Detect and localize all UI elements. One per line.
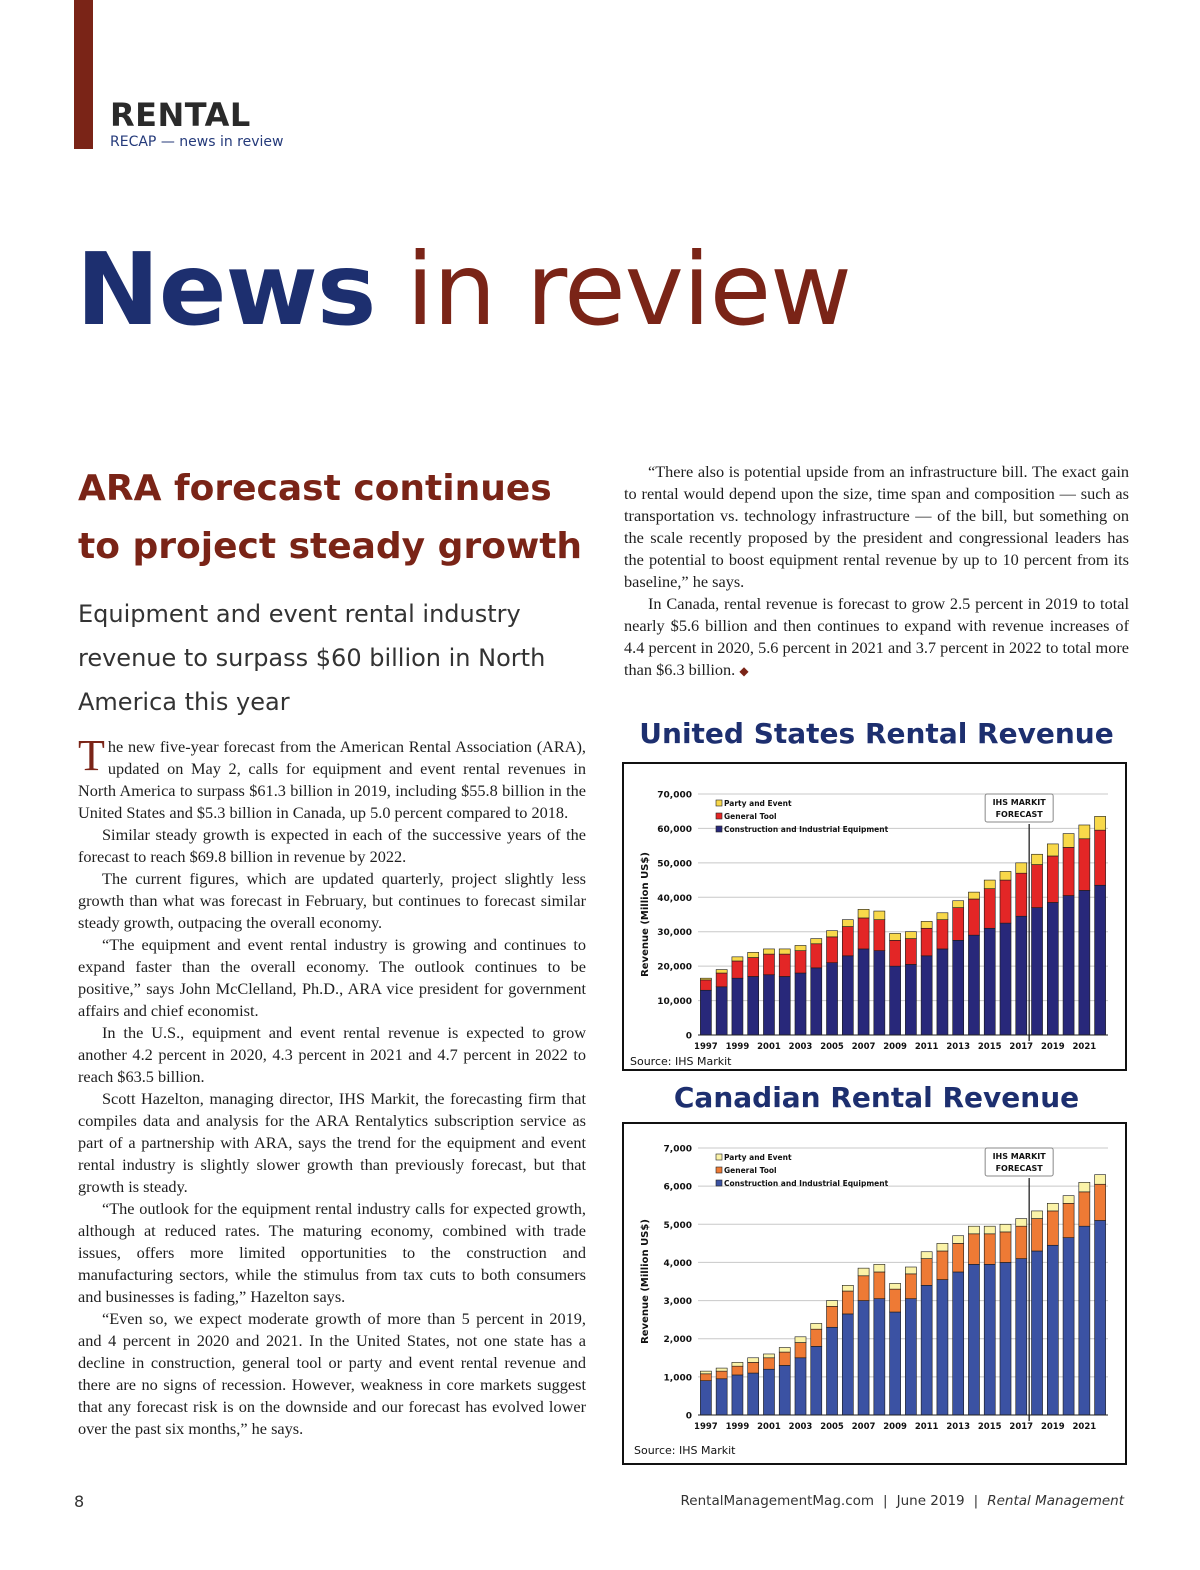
x-tick-label: 2013 — [946, 1422, 971, 1432]
bar-segment — [874, 1272, 885, 1299]
bar-segment — [1063, 1238, 1074, 1415]
x-tick-label: 1999 — [725, 1422, 750, 1432]
bar-segment — [842, 920, 853, 927]
bar-segment — [984, 1234, 995, 1265]
bar-segment — [1079, 825, 1090, 839]
bar-segment — [874, 920, 885, 951]
x-tick-label: 2007 — [851, 1042, 876, 1052]
article-paragraph: “Even so, we expect moderate growth of more than 5 percent in 2019, and 4 percent in 2020 and 2021. In the United States, not one state has a decline in construction, general tool or party and event rental revenue and there are no signs of recession. However, weakness in core markets suggest that any forecast risk is on the downside and our forecast has evolved lower over the past six months,” he says. — [78, 1309, 586, 1438]
bar-segment — [937, 1243, 948, 1251]
bar-segment — [763, 949, 774, 954]
bar-segment — [763, 1354, 774, 1358]
bar-segment — [716, 970, 727, 973]
bar-segment — [890, 1283, 901, 1289]
bar-segment — [732, 978, 743, 1035]
x-tick-label: 2011 — [914, 1422, 939, 1432]
x-tick-label: 2019 — [1040, 1422, 1065, 1432]
bar-segment — [748, 976, 759, 1035]
x-tick-label: 2003 — [788, 1422, 813, 1432]
bar-segment — [1063, 1196, 1074, 1204]
bar-segment — [921, 921, 932, 928]
bar-segment — [874, 1264, 885, 1272]
bar-segment — [842, 927, 853, 956]
bar-segment — [905, 1267, 916, 1274]
bar-segment — [1095, 816, 1106, 830]
legend-label: Party and Event — [724, 1153, 792, 1162]
bar-segment — [1063, 847, 1074, 895]
x-tick-label: 2001 — [757, 1422, 781, 1432]
bar-segment — [937, 949, 948, 1035]
bar-segment — [874, 951, 885, 1035]
y-tick-label: 20,000 — [657, 962, 692, 973]
y-tick-label: 0 — [685, 1411, 692, 1422]
y-tick-label: 60,000 — [657, 824, 692, 835]
y-tick-label: 50,000 — [657, 859, 692, 870]
bar-segment — [795, 1343, 806, 1358]
bar-segment — [1063, 896, 1074, 1035]
bar-segment — [811, 968, 822, 1035]
legend-swatch — [716, 1167, 722, 1173]
bar-segment — [1000, 1232, 1011, 1263]
bar-segment — [1095, 1175, 1106, 1185]
bar-segment — [716, 973, 727, 987]
bar-segment — [811, 939, 822, 944]
bar-segment — [1032, 1219, 1043, 1251]
bar-segment — [905, 964, 916, 1035]
chart-canada-svg — [624, 1124, 1125, 1463]
bar-segment — [1079, 890, 1090, 1035]
bar-segment — [795, 951, 806, 973]
bar-segment — [716, 1371, 727, 1379]
bar-segment — [921, 956, 932, 1035]
bar-segment — [748, 958, 759, 977]
y-axis-label: Revenue (Million US$) — [640, 852, 651, 977]
bar-segment — [858, 909, 869, 918]
bar-segment — [921, 1285, 932, 1415]
bar-segment — [811, 944, 822, 968]
article-column-left — [78, 731, 586, 1440]
bar-segment — [763, 1358, 774, 1369]
x-tick-label: 2019 — [1040, 1042, 1065, 1052]
x-tick-label: 1997 — [694, 1422, 718, 1432]
footer-publication: Rental Management — [987, 1493, 1124, 1509]
chart-canada-rental-revenue — [622, 1122, 1127, 1465]
x-tick-label: 2017 — [1009, 1422, 1034, 1432]
bar-segment — [842, 1314, 853, 1415]
bar-segment — [827, 1301, 838, 1307]
article-paragraph: “The equipment and event rental industry is growing and continues to expand faster than the overall economy. The outlook continues to be positive,” says John McClelland, Ph.D., ARA vice president for government affairs and chief economist. — [78, 935, 586, 1020]
bar-segment — [984, 880, 995, 889]
bar-segment — [1016, 863, 1027, 873]
bar-segment — [953, 908, 964, 941]
bar-segment — [1000, 1262, 1011, 1415]
y-tick-label: 10,000 — [657, 997, 692, 1008]
bar-segment — [858, 949, 869, 1035]
bar-segment — [1095, 830, 1106, 885]
legend-swatch — [716, 800, 722, 806]
y-tick-label: 7,000 — [663, 1144, 692, 1155]
bar-segment — [968, 1226, 979, 1234]
end-mark-icon: ◆ — [739, 664, 749, 678]
bar-segment — [953, 1236, 964, 1244]
section-title: RENTAL — [110, 96, 251, 134]
bar-segment — [890, 1289, 901, 1312]
x-tick-label: 2013 — [946, 1042, 971, 1052]
bar-segment — [748, 952, 759, 957]
bar-segment — [905, 932, 916, 939]
bar-segment — [905, 939, 916, 965]
article-headline: ARA forecast continues to project steady growth — [78, 468, 583, 567]
x-tick-label: 1999 — [725, 1042, 750, 1052]
bar-segment — [1063, 834, 1074, 848]
bar-segment — [984, 928, 995, 1035]
bar-segment — [716, 987, 727, 1035]
bar-segment — [748, 1358, 759, 1363]
y-tick-label: 0 — [685, 1031, 692, 1042]
legend-swatch — [716, 1154, 722, 1160]
chart-source: Source: IHS Markit — [630, 1055, 732, 1068]
chart-source: Source: IHS Markit — [634, 1444, 736, 1457]
bar-segment — [795, 945, 806, 950]
bar-segment — [968, 1264, 979, 1415]
bar-segment — [700, 1371, 711, 1374]
legend-swatch — [716, 826, 722, 832]
bar-segment — [953, 901, 964, 908]
bar-segment — [779, 1347, 790, 1352]
bar-segment — [779, 1352, 790, 1365]
legend-label: General Tool — [724, 1166, 777, 1175]
bar-segment — [1047, 1211, 1058, 1245]
bar-segment — [795, 1358, 806, 1415]
bar-segment — [1016, 1226, 1027, 1258]
bar-segment — [1063, 1203, 1074, 1237]
bar-segment — [732, 957, 743, 961]
bar-segment — [968, 1234, 979, 1265]
footer-credits: RentalManagementMag.com | June 2019 | Rental Management — [680, 1493, 1124, 1509]
bar-segment — [1016, 916, 1027, 1035]
x-tick-label: 2021 — [1072, 1422, 1097, 1432]
bar-segment — [779, 976, 790, 1035]
y-axis-label: Revenue (Million US$) — [640, 1219, 651, 1344]
bar-segment — [1047, 1203, 1058, 1211]
bar-segment — [842, 956, 853, 1035]
bar-segment — [700, 978, 711, 980]
bar-segment — [732, 1366, 743, 1375]
bar-segment — [1032, 908, 1043, 1035]
bar-segment — [858, 1268, 869, 1276]
bar-segment — [779, 1365, 790, 1415]
bar-segment — [779, 949, 790, 954]
bar-segment — [827, 1327, 838, 1415]
bar-segment — [937, 1280, 948, 1415]
drop-cap: T — [78, 731, 105, 780]
article-column-right — [624, 461, 1129, 682]
bar-segment — [763, 954, 774, 975]
footer-site: RentalManagementMag.com — [680, 1493, 875, 1509]
bar-segment — [811, 1329, 822, 1346]
x-tick-label: 2009 — [883, 1422, 907, 1432]
chart-us-rental-revenue — [622, 762, 1127, 1071]
x-tick-label: 2003 — [788, 1042, 813, 1052]
x-tick-label: 2005 — [820, 1422, 844, 1432]
x-tick-label: 2001 — [757, 1042, 781, 1052]
bar-segment — [1079, 1182, 1090, 1192]
bar-segment — [763, 975, 774, 1035]
bar-segment — [795, 1337, 806, 1343]
bar-segment — [1000, 923, 1011, 1035]
y-tick-label: 40,000 — [657, 893, 692, 904]
section-subtitle: RECAP — news in review — [110, 134, 284, 150]
bar-segment — [905, 1274, 916, 1299]
bar-segment — [890, 933, 901, 940]
forecast-annotation-line1: IHS MARKIT — [992, 798, 1046, 807]
y-tick-label: 6,000 — [663, 1182, 692, 1193]
legend-label: Construction and Industrial Equipment — [724, 825, 889, 834]
bar-segment — [890, 1312, 901, 1415]
legend-label: Construction and Industrial Equipment — [724, 1179, 889, 1188]
bar-segment — [1032, 854, 1043, 864]
forecast-annotation-line2: FORECAST — [995, 1164, 1043, 1173]
bar-segment — [1047, 902, 1058, 1035]
bar-segment — [1032, 1211, 1043, 1219]
x-tick-label: 2005 — [820, 1042, 844, 1052]
bar-segment — [858, 1276, 869, 1301]
bar-segment — [779, 954, 790, 976]
article-paragraph: The current figures, which are updated quarterly, project slightly less growth than what was forecast in February, but continues to forecast similar steady growth, outpacing the overall economy. — [78, 869, 586, 932]
x-tick-label: 2017 — [1009, 1042, 1034, 1052]
bar-segment — [732, 1362, 743, 1366]
bar-segment — [1016, 873, 1027, 916]
bar-segment — [1095, 1220, 1106, 1415]
bar-segment — [1095, 885, 1106, 1035]
bar-segment — [763, 1369, 774, 1415]
bar-segment — [921, 928, 932, 956]
bar-segment — [905, 1299, 916, 1415]
bar-segment — [1047, 844, 1058, 856]
bar-segment — [968, 899, 979, 935]
bar-segment — [700, 980, 711, 990]
bar-segment — [1079, 1226, 1090, 1415]
y-tick-label: 5,000 — [663, 1220, 692, 1231]
bar-segment — [795, 973, 806, 1035]
forecast-annotation-line1: IHS MARKIT — [992, 1152, 1046, 1161]
bar-segment — [984, 1264, 995, 1415]
masthead-bold: News — [76, 231, 376, 348]
bar-segment — [1016, 1259, 1027, 1415]
bar-segment — [984, 1226, 995, 1234]
bar-segment — [811, 1346, 822, 1415]
bar-segment — [748, 1373, 759, 1415]
bar-segment — [732, 1375, 743, 1415]
bar-segment — [1032, 865, 1043, 908]
article-deck: Equipment and event rental industry revenue to surpass $60 billion in North America this year — [78, 600, 546, 716]
section-accent-bar — [74, 0, 93, 149]
article-paragraph: “There also is potential upside from an infrastructure bill. The exact gain to rental would depend upon the size, time span and composition — such as transportation vs. technology infrastructure — of the bill, but something on the scale recently proposed by the president and congressional leaders has the potential to boost equipment rental revenue by up to 10 percent from its baseline,” he says. — [624, 462, 1129, 591]
bar-segment — [716, 1379, 727, 1415]
x-tick-label: 2011 — [914, 1042, 939, 1052]
footer-date: June 2019 — [896, 1493, 965, 1509]
bar-segment — [953, 1272, 964, 1415]
bar-segment — [827, 937, 838, 963]
article-paragraph: Similar steady growth is expected in each of the successive years of the forecast to reach $69.8 billion in revenue by 2022. — [78, 825, 586, 866]
bar-segment — [748, 1362, 759, 1373]
article-paragraph: In Canada, rental revenue is forecast to grow 2.5 percent in 2019 to total nearly $5.6 billion and then continues to expand with revenue increases of 4.4 percent in 2020, 5.6 percent in 2021 and 3.7 percent in 2022 to total more than $6.3 billion. ◆ — [624, 594, 1129, 679]
bar-segment — [953, 940, 964, 1035]
y-tick-label: 3,000 — [663, 1297, 692, 1308]
bar-segment — [732, 961, 743, 978]
bar-segment — [968, 935, 979, 1035]
article-paragraph: “The outlook for the equipment rental industry calls for expected growth, although at reduced rates. The maturing economy, combined with trade issues, offers more limited opportunities to the construction and manufacturing sectors, while the stimulus from tax cuts to both consumers and businesses is fading,” Hazelton says. — [78, 1199, 586, 1306]
bar-segment — [984, 889, 995, 929]
bar-segment — [827, 963, 838, 1035]
chart-us-svg — [624, 764, 1125, 1069]
bar-segment — [827, 931, 838, 937]
y-tick-label: 4,000 — [663, 1258, 692, 1269]
bar-segment — [890, 966, 901, 1035]
bar-segment — [858, 918, 869, 949]
y-tick-label: 1,000 — [663, 1373, 692, 1384]
y-tick-label: 2,000 — [663, 1335, 692, 1346]
bar-segment — [1016, 1219, 1027, 1227]
bar-segment — [700, 1374, 711, 1381]
article-paragraph: The new five-year forecast from the American Rental Association (ARA), updated on May 2, calls for equipment and event rental revenues in North America to surpass $61.3 billion in 2019, including $55.8 billion in the United States and $5.3 billion in Canada, up 5.0 percent compared to 2018. — [78, 731, 586, 822]
bar-segment — [827, 1306, 838, 1327]
bar-segment — [1032, 1251, 1043, 1415]
article-paragraph: In the U.S., equipment and event rental revenue is expected to grow another 4.2 percent in 2020, 4.3 percent in 2021 and 4.7 percent in 2022 to reach $63.5 billion. — [78, 1023, 586, 1086]
bar-segment — [937, 913, 948, 920]
bar-segment — [874, 1299, 885, 1415]
page-number: 8 — [74, 1492, 85, 1511]
chart-title-canada: Canadian Rental Revenue — [673, 1081, 1080, 1114]
x-tick-label: 1997 — [694, 1042, 718, 1052]
bar-segment — [700, 990, 711, 1035]
bar-segment — [937, 1251, 948, 1280]
bar-segment — [953, 1243, 964, 1272]
x-tick-label: 2021 — [1072, 1042, 1097, 1052]
bar-segment — [700, 1381, 711, 1415]
bar-segment — [1000, 1224, 1011, 1232]
bar-segment — [811, 1323, 822, 1329]
x-tick-label: 2015 — [977, 1422, 1002, 1432]
bar-segment — [1047, 856, 1058, 902]
masthead-light: in review — [406, 231, 851, 348]
legend-label: General Tool — [724, 812, 777, 821]
bar-segment — [1000, 880, 1011, 923]
bar-segment — [968, 892, 979, 899]
bar-segment — [858, 1301, 869, 1415]
forecast-annotation-line2: FORECAST — [995, 810, 1043, 819]
bar-segment — [842, 1291, 853, 1314]
x-tick-label: 2007 — [851, 1422, 876, 1432]
bar-segment — [1000, 871, 1011, 880]
chart-title-us: United States Rental Revenue — [639, 717, 1114, 750]
bar-segment — [874, 911, 885, 920]
y-tick-label: 30,000 — [657, 928, 692, 939]
legend-swatch — [716, 1180, 722, 1186]
masthead — [76, 231, 851, 348]
bar-segment — [1095, 1184, 1106, 1220]
legend-swatch — [716, 813, 722, 819]
bar-segment — [1079, 839, 1090, 891]
bar-segment — [842, 1285, 853, 1291]
x-tick-label: 2015 — [977, 1042, 1002, 1052]
x-tick-label: 2009 — [883, 1042, 907, 1052]
bar-segment — [1079, 1192, 1090, 1226]
bar-segment — [921, 1259, 932, 1286]
bar-segment — [1047, 1245, 1058, 1415]
bar-segment — [921, 1252, 932, 1259]
y-tick-label: 70,000 — [657, 790, 692, 801]
article-paragraph: Scott Hazelton, managing director, IHS Markit, the forecasting firm that compiles data and analysis for the ARA Rentalytics subscription service as part of a partnership with ARA, says the trend for the equipment and event rental industry is slightly slower growth than previously forecast, but that growth is steady. — [78, 1089, 586, 1196]
bar-segment — [890, 940, 901, 966]
bar-segment — [716, 1368, 727, 1371]
bar-segment — [937, 920, 948, 949]
legend-label: Party and Event — [724, 799, 792, 808]
